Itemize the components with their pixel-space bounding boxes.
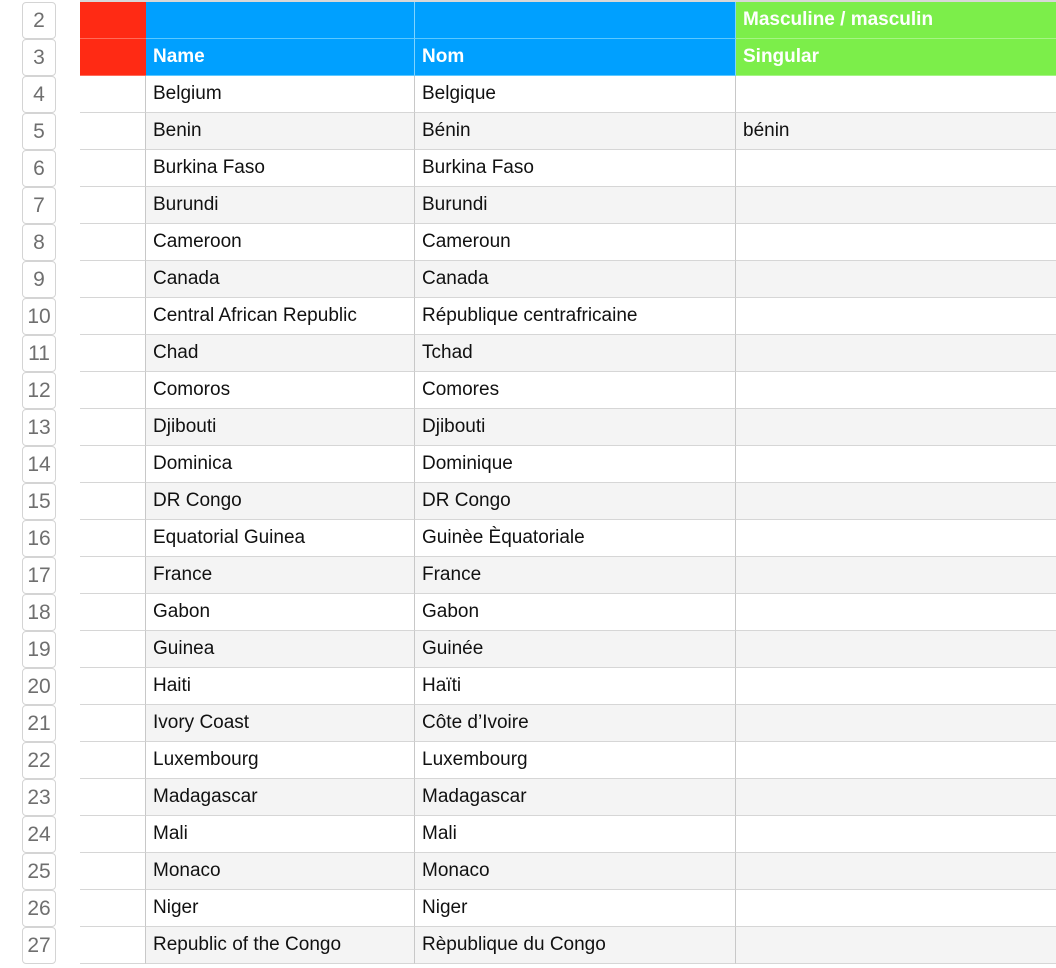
cell-name[interactable]: Mali xyxy=(146,816,415,853)
cell-name[interactable]: Monaco xyxy=(146,853,415,890)
cell-masculine[interactable] xyxy=(736,890,1056,927)
table-row xyxy=(80,483,1056,520)
row-number[interactable]: 17 xyxy=(22,557,56,594)
cell-name[interactable]: Cameroon xyxy=(146,224,415,261)
cell-nom[interactable]: France xyxy=(415,557,736,594)
row-number[interactable]: 26 xyxy=(22,890,56,927)
cell-nom[interactable]: Côte d’Ivoire xyxy=(415,705,736,742)
cell-nom[interactable]: Belgique xyxy=(415,76,736,113)
table-row xyxy=(80,631,1056,668)
cell-marker[interactable] xyxy=(80,927,146,964)
cell-masculine[interactable] xyxy=(736,705,1056,742)
table-row xyxy=(80,409,1056,446)
cell-name[interactable]: Djibouti xyxy=(146,409,415,446)
table-row xyxy=(80,853,1056,890)
table-row xyxy=(80,890,1056,927)
cell-masculine[interactable] xyxy=(736,927,1056,964)
cell-nom[interactable]: Comores xyxy=(415,372,736,409)
cell-nom[interactable]: Niger xyxy=(415,890,736,927)
cell-nom[interactable]: Dominique xyxy=(415,446,736,483)
cell-marker[interactable] xyxy=(80,372,146,409)
cell-marker[interactable] xyxy=(80,298,146,335)
cell-masculine[interactable]: Masculine / masculin xyxy=(736,2,1056,39)
cell-nom[interactable]: Guinée xyxy=(415,631,736,668)
cell-nom[interactable]: Cameroun xyxy=(415,224,736,261)
cell-name[interactable]: Gabon xyxy=(146,594,415,631)
cell-name[interactable]: Republic of the Congo xyxy=(146,927,415,964)
cell-marker[interactable] xyxy=(80,557,146,594)
cell-name[interactable]: Madagascar xyxy=(146,779,415,816)
row-number[interactable]: 27 xyxy=(22,927,56,964)
cell-marker[interactable] xyxy=(80,446,146,483)
cell-nom[interactable]: Rèpublique du Congo xyxy=(415,927,736,964)
cell-marker[interactable] xyxy=(80,409,146,446)
cell-nom[interactable]: Madagascar xyxy=(415,779,736,816)
row-number[interactable]: 11 xyxy=(22,335,56,372)
cell-masculine[interactable] xyxy=(736,742,1056,779)
cell-marker[interactable] xyxy=(80,39,146,76)
cell-masculine[interactable] xyxy=(736,76,1056,113)
cell-marker[interactable] xyxy=(80,594,146,631)
cell-masculine[interactable] xyxy=(736,668,1056,705)
cell-nom[interactable]: DR Congo xyxy=(415,483,736,520)
cell-marker[interactable] xyxy=(80,742,146,779)
cell-masculine[interactable] xyxy=(736,409,1056,446)
row-number[interactable]: 22 xyxy=(22,742,56,779)
cell-name[interactable]: France xyxy=(146,557,415,594)
cell-marker[interactable] xyxy=(80,705,146,742)
cell-marker[interactable] xyxy=(80,187,146,224)
cell-masculine[interactable] xyxy=(736,483,1056,520)
cell-nom[interactable]: Monaco xyxy=(415,853,736,890)
table-row xyxy=(80,261,1056,298)
row-number[interactable]: 18 xyxy=(22,594,56,631)
cell-marker[interactable] xyxy=(80,113,146,150)
table-row xyxy=(80,779,1056,816)
cell-nom[interactable]: Canada xyxy=(415,261,736,298)
header-row xyxy=(80,39,1056,76)
cell-nom[interactable]: Luxembourg xyxy=(415,742,736,779)
table-row xyxy=(80,446,1056,483)
cell-marker[interactable] xyxy=(80,150,146,187)
cell-masculine[interactable] xyxy=(736,261,1056,298)
cell-name[interactable]: Canada xyxy=(146,261,415,298)
cell-nom[interactable]: Djibouti xyxy=(415,409,736,446)
row-number[interactable]: 13 xyxy=(22,409,56,446)
cell-marker[interactable] xyxy=(80,335,146,372)
cell-name[interactable]: Ivory Coast xyxy=(146,705,415,742)
cell-nom[interactable]: Gabon xyxy=(415,594,736,631)
cell-name[interactable]: Luxembourg xyxy=(146,742,415,779)
row-number[interactable]: 20 xyxy=(22,668,56,705)
row-number[interactable]: 7 xyxy=(22,187,56,224)
cell-masculine[interactable] xyxy=(736,150,1056,187)
row-number[interactable]: 23 xyxy=(22,779,56,816)
row-number[interactable]: 9 xyxy=(22,261,56,298)
cell-name[interactable]: Central African Republic xyxy=(146,298,415,335)
cell-masculine[interactable]: Singular xyxy=(736,39,1056,76)
cell-name[interactable]: Haiti xyxy=(146,668,415,705)
row-number[interactable]: 16 xyxy=(22,520,56,557)
table-row xyxy=(80,520,1056,557)
cell-marker[interactable] xyxy=(80,520,146,557)
cell-marker[interactable] xyxy=(80,76,146,113)
table-row xyxy=(80,298,1056,335)
cell-name[interactable]: Comoros xyxy=(146,372,415,409)
cell-marker[interactable] xyxy=(80,224,146,261)
cell-masculine[interactable] xyxy=(736,520,1056,557)
table-row xyxy=(80,668,1056,705)
cell-masculine[interactable] xyxy=(736,594,1056,631)
table-row xyxy=(80,150,1056,187)
row-header-gutter xyxy=(0,0,60,968)
row-number[interactable]: 8 xyxy=(22,224,56,261)
cell-marker[interactable] xyxy=(80,261,146,298)
row-number[interactable]: 21 xyxy=(22,705,56,742)
cell-masculine[interactable] xyxy=(736,187,1056,224)
table-row xyxy=(80,224,1056,261)
cell-nom[interactable] xyxy=(415,2,736,39)
row-number[interactable]: 5 xyxy=(22,113,56,150)
cell-masculine[interactable] xyxy=(736,557,1056,594)
row-number[interactable]: 24 xyxy=(22,816,56,853)
cell-name[interactable]: Chad xyxy=(146,335,415,372)
row-number[interactable]: 25 xyxy=(22,853,56,890)
row-number[interactable]: 15 xyxy=(22,483,56,520)
cell-masculine[interactable] xyxy=(736,372,1056,409)
table-row xyxy=(80,372,1056,409)
table-row xyxy=(80,816,1056,853)
cell-masculine[interactable] xyxy=(736,335,1056,372)
cell-marker[interactable] xyxy=(80,2,146,39)
row-number[interactable]: 12 xyxy=(22,372,56,409)
cell-name[interactable]: Burkina Faso xyxy=(146,150,415,187)
cell-marker[interactable] xyxy=(80,779,146,816)
cell-marker[interactable] xyxy=(80,816,146,853)
cell-nom[interactable]: Nom xyxy=(415,39,736,76)
cell-name[interactable]: Benin xyxy=(146,113,415,150)
row-number[interactable]: 14 xyxy=(22,446,56,483)
cell-name[interactable]: Name xyxy=(146,39,415,76)
row-number[interactable]: 4 xyxy=(22,76,56,113)
row-number[interactable]: 2 xyxy=(22,2,56,39)
cell-nom[interactable]: Burkina Faso xyxy=(415,150,736,187)
cell-marker[interactable] xyxy=(80,483,146,520)
cell-nom[interactable]: République centrafricaine xyxy=(415,298,736,335)
row-number[interactable]: 10 xyxy=(22,298,56,335)
cell-marker[interactable] xyxy=(80,631,146,668)
table-row xyxy=(80,335,1056,372)
cell-name[interactable] xyxy=(146,2,415,39)
row-number[interactable]: 19 xyxy=(22,631,56,668)
table-row xyxy=(80,187,1056,224)
cell-name[interactable]: Guinea xyxy=(146,631,415,668)
cell-nom[interactable]: Bénin xyxy=(415,113,736,150)
row-number[interactable]: 3 xyxy=(22,39,56,76)
cell-masculine[interactable] xyxy=(736,779,1056,816)
cell-name[interactable]: Niger xyxy=(146,890,415,927)
cell-nom[interactable]: Burundi xyxy=(415,187,736,224)
cell-nom[interactable]: Haïti xyxy=(415,668,736,705)
cell-name[interactable]: Belgium xyxy=(146,76,415,113)
cell-name[interactable]: Burundi xyxy=(146,187,415,224)
cell-marker[interactable] xyxy=(80,668,146,705)
cell-masculine[interactable] xyxy=(736,816,1056,853)
table-row xyxy=(80,113,1056,150)
cell-name[interactable]: Equatorial Guinea xyxy=(146,520,415,557)
cell-marker[interactable] xyxy=(80,853,146,890)
cell-masculine[interactable]: bénin xyxy=(736,113,1056,150)
row-number[interactable]: 6 xyxy=(22,150,56,187)
cell-masculine[interactable] xyxy=(736,853,1056,890)
table-row xyxy=(80,742,1056,779)
cell-name[interactable]: Dominica xyxy=(146,446,415,483)
cell-nom[interactable]: Mali xyxy=(415,816,736,853)
table-row xyxy=(80,705,1056,742)
cell-masculine[interactable] xyxy=(736,298,1056,335)
cell-masculine[interactable] xyxy=(736,224,1056,261)
table-row xyxy=(80,557,1056,594)
table-row xyxy=(80,594,1056,631)
table-row xyxy=(80,927,1056,964)
cell-name[interactable]: DR Congo xyxy=(146,483,415,520)
table-row xyxy=(80,76,1056,113)
cell-masculine[interactable] xyxy=(736,446,1056,483)
cell-masculine[interactable] xyxy=(736,631,1056,668)
cell-nom[interactable]: Tchad xyxy=(415,335,736,372)
header-row xyxy=(80,2,1056,39)
cell-marker[interactable] xyxy=(80,890,146,927)
cell-nom[interactable]: Guinèe Èquatoriale xyxy=(415,520,736,557)
